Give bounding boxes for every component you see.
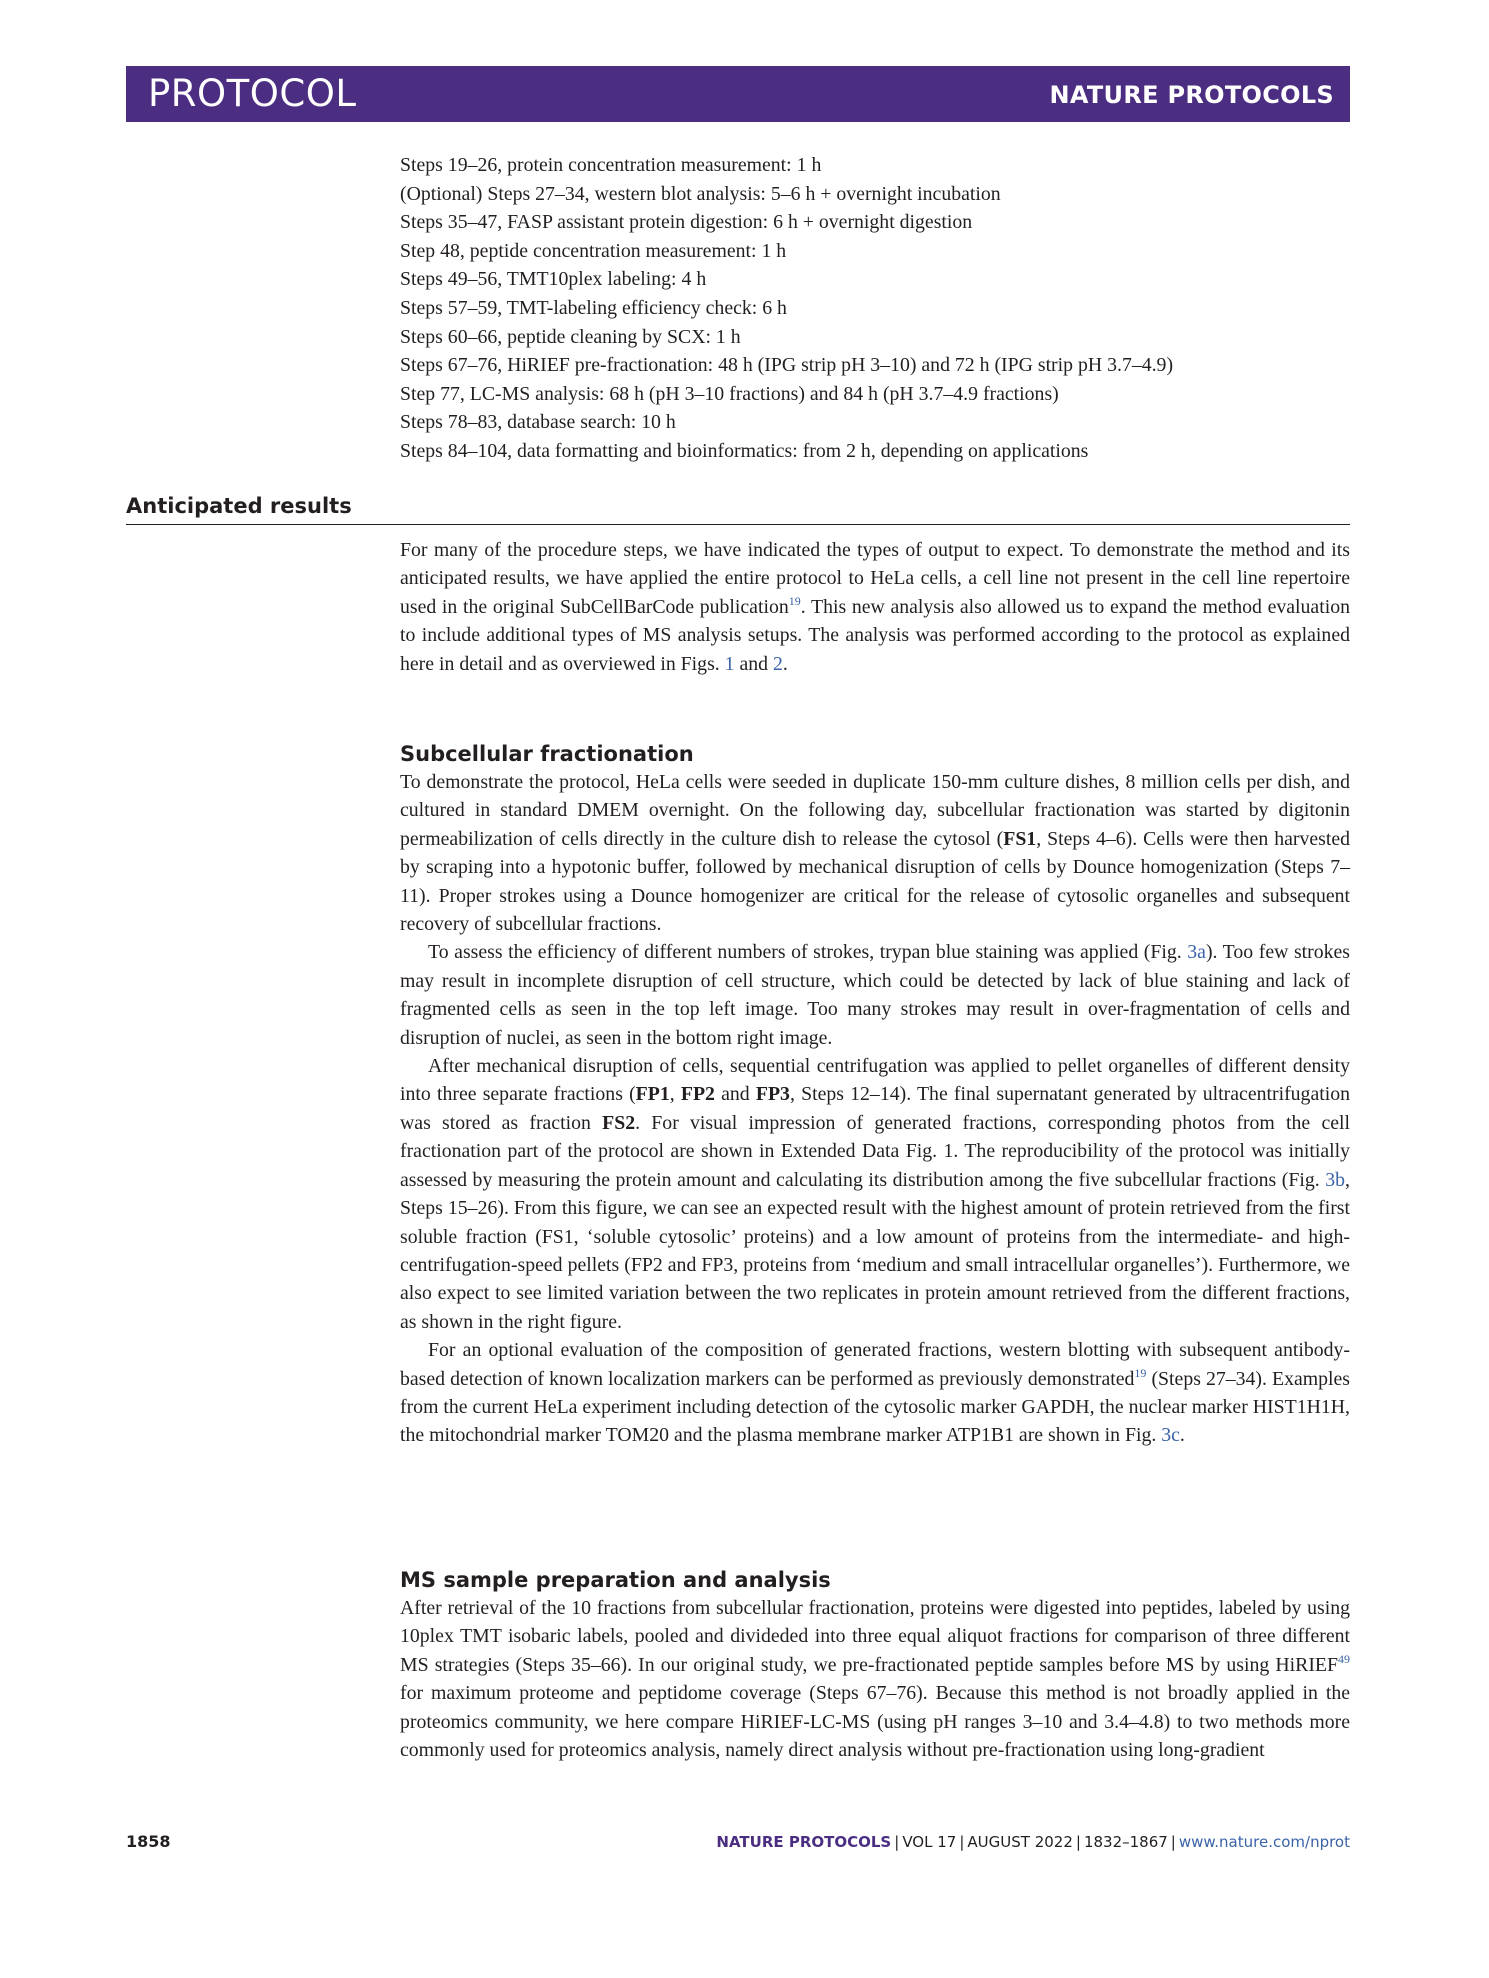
header-bar: [126, 66, 1350, 122]
timing-item: Steps 67–76, HiRIEF pre-fractionation: 48 h (IPG strip pH 3–10) and 72 h (IPG strip pH 3.7–4.9): [400, 354, 1174, 377]
subheading-subcellular-fractionation: Subcellular fractionation: [400, 742, 694, 766]
timing-item: Steps 49–56, TMT10plex labeling: 4 h: [400, 268, 707, 291]
timing-item: Step 77, LC-MS analysis: 68 h (pH 3–10 fractions) and 84 h (pH 3.7–4.9 fractions): [400, 382, 1059, 405]
timing-item: (Optional) Steps 27–34, western blot analysis: 5–6 h + overnight incubation: [400, 182, 1001, 205]
footer-url-link[interactable]: www.nature.com/nprot: [1178, 1833, 1350, 1851]
section-heading-anticipated-results: Anticipated results: [126, 494, 352, 518]
figure-link[interactable]: 3b: [1325, 1168, 1346, 1191]
anticipated-intro: [400, 536, 1350, 678]
paragraph: To demonstrate the protocol, HeLa cells were seeded in duplicate 150-mm culture dishes, 8 million cells per dish, and cultured in standard DMEM overnight. On the following day, subcellular fractionation was started by digitonin permeabilization of cells directly in the culture dish to release the cytosol (FS1, Steps 4–6). Cells were then harvested by scraping into a hypotonic buffer, followed by mechanical disruption of cells by Dounce homogenization (Steps 7–11). Proper strokes using a Dounce homogenizer are critical for the release of cytosolic organelles and subsequent recovery of subcellular fractions.: [400, 771, 1350, 936]
timing-item: Steps 57–59, TMT-labeling efficiency check: 6 h: [400, 296, 787, 319]
subheading-ms-sample-preparation: MS sample preparation and analysis: [400, 1568, 831, 1592]
paragraph: To assess the efficiency of different numbers of strokes, trypan blue staining was applied (Fig. 3a). Too few strokes may result in incomplete disruption of cell structure, which could be detected by lack of blue staining and lack of fragmented cells as seen in the top left image. Too many strokes may result in over-fragmentation of cells and disruption of nuclei, as seen in the bottom right image.: [400, 941, 1350, 1049]
timing-list: [400, 151, 1350, 466]
footer-citation: NATURE PROTOCOLS | VOL 17 | AUGUST 2022 | 1832–1867 | www.nature.com/nprot: [716, 1833, 1350, 1851]
timing-item: Steps 35–47, FASP assistant protein digestion: 6 h + overnight digestion: [400, 211, 973, 234]
footer-pages: 1832–1867: [1083, 1833, 1168, 1851]
page-number: 1858: [126, 1832, 171, 1851]
figure-link[interactable]: 2: [773, 652, 783, 675]
citation-link[interactable]: 19: [788, 593, 801, 608]
timing-item: Steps 84–104, data formatting and bioinformatics: from 2 h, depending on applications: [400, 439, 1089, 462]
timing-item: Step 48, peptide concentration measurement: 1 h: [400, 239, 787, 262]
journal-name-header: NATURE PROTOCOLS: [1049, 81, 1334, 109]
citation-link[interactable]: 19: [1134, 1365, 1147, 1380]
footer-journal: NATURE PROTOCOLS: [716, 1833, 892, 1851]
timing-item: Steps 78–83, database search: 10 h: [400, 411, 676, 434]
figure-link[interactable]: 3a: [1187, 941, 1206, 964]
paragraph: For many of the procedure steps, we have indicated the types of output to expect. To demonstrate the method and its anticipated results, we have applied the entire protocol to HeLa cells, a cell line not present in the cell line repertoire used in the original SubCellBarCode publication$^{19}$. This new analysis also allowed us to expand the method evaluation to include additional types of MS analysis setups. The analysis was performed according to the protocol as explained here in detail and as overviewed in Figs. 1 and 2.: [400, 539, 1350, 675]
footer-volume: VOL 17: [902, 1833, 957, 1851]
citation-link[interactable]: 49: [1338, 1651, 1350, 1666]
section-divider: [126, 524, 1350, 525]
timing-item: Steps 60–66, peptide cleaning by SCX: 1 h: [400, 325, 741, 348]
ms-body: [400, 1594, 1350, 1764]
paragraph: After mechanical disruption of cells, sequential centrifugation was applied to pellet organelles of different density into three separate fractions (FP1, FP2 and FP3, Steps 12–14). The final supernatant generated by ultracentrifugation was stored as fraction FS2. For visual impression of generated fractions, corresponding photos from the cell fractionation part of the protocol are shown in Extended Data Fig. 1. The reproducibility of the protocol was initially assessed by measuring the protein amount and calculating its distribution among the five subcellular fractions (Fig. 3b, Steps 15–26). From this figure, we can see an expected result with the highest amount of protein retrieved from the first soluble fraction (FS1, ‘soluble cytosolic’ proteins) and a low amount of proteins from the intermediate- and high-centrifugation-speed pellets (FP2 and FP3, proteins from ‘medium and small intracellular organelles’). Furthermore, we also expect to see limited variation between the two replicates in protein amount retrieved from the different fractions, as shown in the right figure.: [400, 1055, 1351, 1333]
timing-item: Steps 19–26, protein concentration measurement: 1 h: [400, 154, 822, 176]
figure-link[interactable]: 3c: [1161, 1424, 1180, 1447]
section-label-protocol: PROTOCOL: [148, 72, 357, 115]
footer-date: AUGUST 2022: [967, 1833, 1073, 1851]
subcellular-body: [400, 768, 1350, 1450]
paragraph: For an optional evaluation of the composition of generated fractions, western blotting with subsequent antibody-based detection of known localization markers can be performed as previously demonstrated$^{19}$ (Steps 27–34). Examples from the current HeLa experiment including detection of the cytosolic marker GAPDH, the nuclear marker HIST1H1H, the mitochondrial marker TOM20 and the plasma membrane marker ATP1B1 are shown in Fig. 3c.: [400, 1339, 1350, 1447]
figure-link[interactable]: 1: [724, 652, 735, 675]
paragraph: After retrieval of the 10 fractions from subcellular fractionation, proteins were digested into peptides, labeled by using 10plex TMT isobaric labels, pooled and divideded into three equal aliquot fractions for comparison of three different MS strategies (Steps 35–66). In our original study, we pre-fractionated peptide samples before MS by using HiRIEF$^{49}$ for maximum proteome and peptidome coverage (Steps 67–76). Because this method is not broadly applied in the proteomics community, we here compare HiRIEF-LC-MS (using pH ranges 3–10 and 3.4–4.8) to two methods more commonly used for proteomics analysis, namely direct analysis without pre-fractionation using long-gradient: [400, 1597, 1350, 1762]
